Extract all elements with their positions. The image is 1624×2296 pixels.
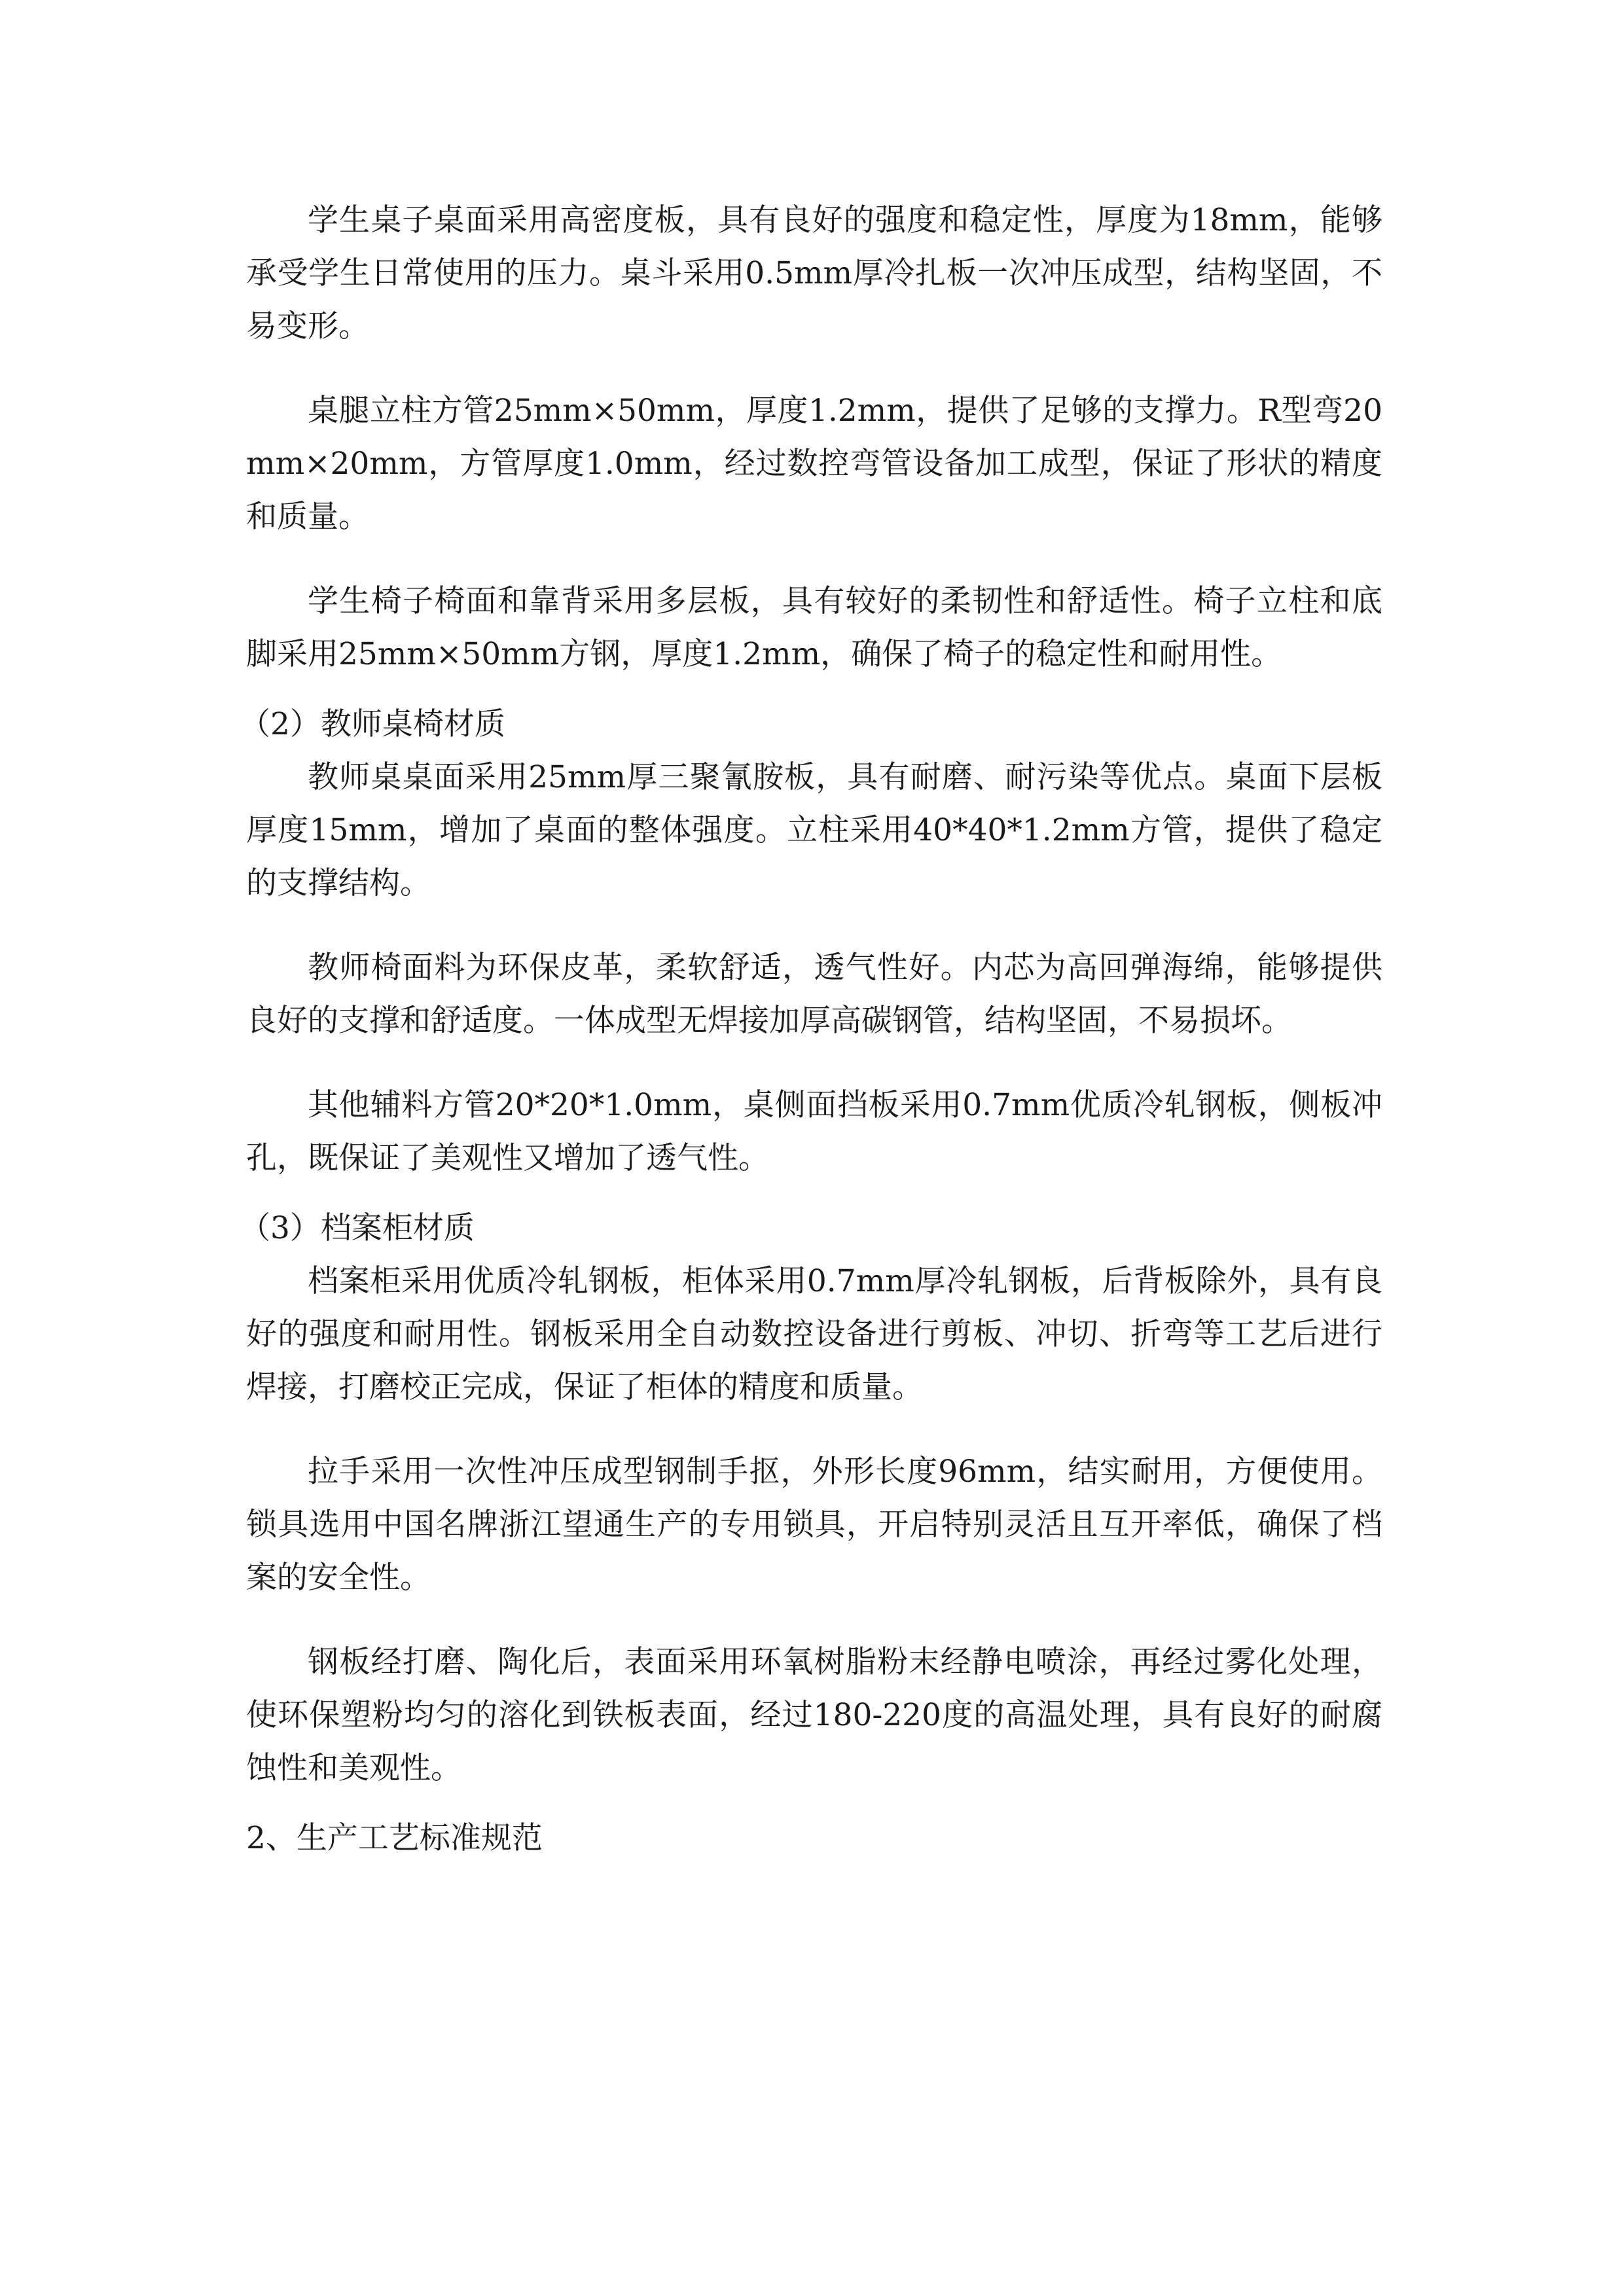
- paragraph-coating: 钢板经打磨、陶化后，表面采用环氧树脂粉末经静电喷涂，再经过雾化处理，使环保塑粉均匀的溶化到铁板表面，经过180-220度的高温处理，具有良好的耐腐蚀性和美观性。: [246, 1644, 1382, 1786]
- paragraph-cabinet-steel: 档案柜采用优质冷轧钢板，柜体采用0.7mm厚冷轧钢板，后背板除外，具有良好的强度和耐用性。钢板采用全自动数控设备进行剪板、冲切、折弯等工艺后进行焊接，打磨校正完成，保证了柜体的精度和质量。: [246, 1263, 1382, 1405]
- heading-production-standards: 2、生产工艺标准规范: [246, 1820, 543, 1856]
- heading-teacher-furniture: （2）教师桌椅材质: [240, 706, 505, 742]
- heading-file-cabinet: （3）档案柜材质: [240, 1210, 475, 1246]
- paragraph-student-desk: 学生桌子桌面采用高密度板，具有良好的强度和稳定性，厚度为18mm，能够承受学生日常使用的压力。桌斗采用0.5mm厚冷扎板一次冲压成型，结构坚固，不易变形。: [246, 202, 1382, 344]
- paragraph-accessories: 其他辅料方管20*20*1.0mm，桌侧面挡板采用0.7mm优质冷轧钢板，侧板冲孔，既保证了美观性又增加了透气性。: [246, 1087, 1382, 1176]
- paragraph-desk-legs: 桌腿立柱方管25mm×50mm，厚度1.2mm，提供了足够的支撑力。R型弯20mm×20mm，方管厚度1.0mm，经过数控弯管设备加工成型，保证了形状的精度和质量。: [246, 393, 1382, 535]
- paragraph-teacher-chair: 教师椅面料为环保皮革，柔软舒适，透气性好。内芯为高回弹海绵，能够提供良好的支撑和舒适度。一体成型无焊接加厚高碳钢管，结构坚固，不易损坏。: [246, 950, 1382, 1039]
- paragraph-handle-lock: 拉手采用一次性冲压成型钢制手抠，外形长度96mm，结实耐用，方便使用。锁具选用中国名牌浙江望通生产的专用锁具，开启特别灵活且互开率低，确保了档案的安全性。: [246, 1454, 1382, 1596]
- document-body: [240, 194, 1382, 1883]
- paragraph-teacher-desk: 教师桌桌面采用25mm厚三聚氰胺板，具有耐磨、耐污染等优点。桌面下层板厚度15mm，增加了桌面的整体强度。立柱采用40*40*1.2mm方管，提供了稳定的支撑结构。: [246, 759, 1382, 901]
- paragraph-student-chair: 学生椅子椅面和靠背采用多层板，具有较好的柔韧性和舒适性。椅子立柱和底脚采用25mm×50mm方钢，厚度1.2mm，确保了椅子的稳定性和耐用性。: [246, 583, 1382, 672]
